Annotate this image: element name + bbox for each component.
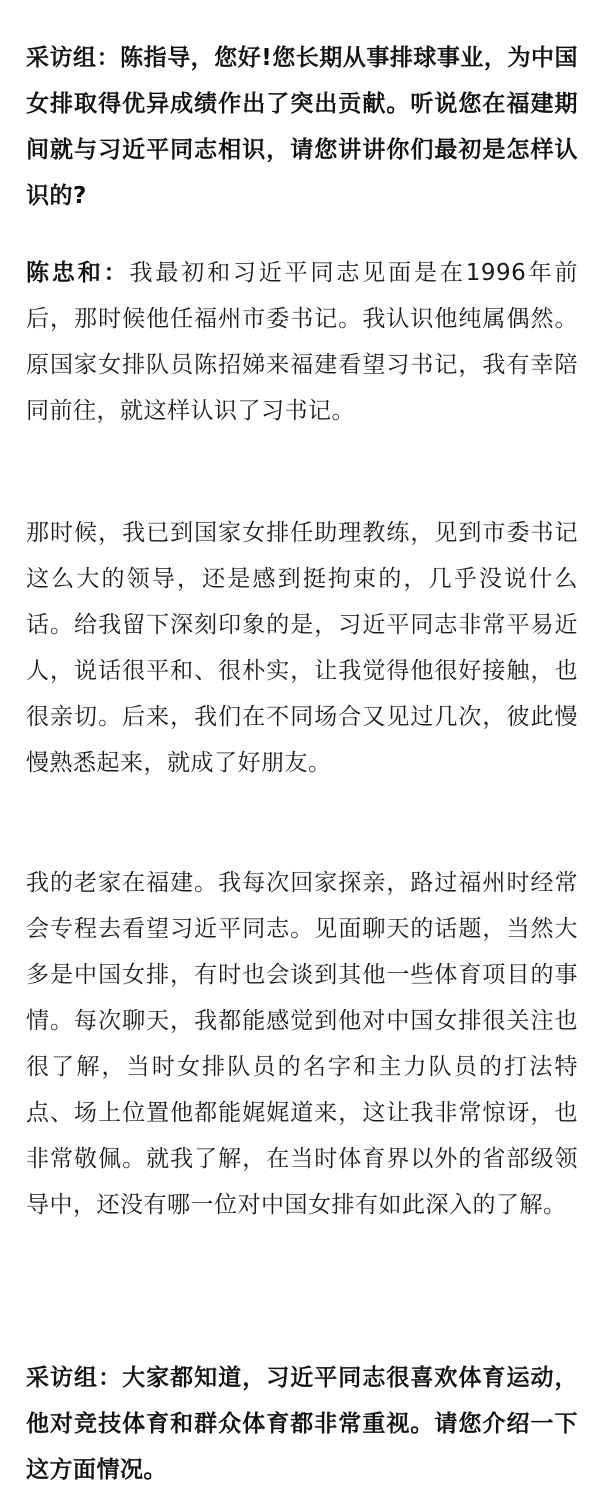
interview-question-2: 采访组：大家都知道，习近平同志很喜欢体育运动，他对竞技体育和群众体育都非常重视。请您介绍一下这方面情况。	[26, 1365, 578, 1483]
body-paragraph-2: 我的老家在福建。我每次回家探亲，路过福州时经常会专程去看望习近平同志。见面聊天的话题，当然大多是中国女排，有时也会谈到其他一些体育项目的事情。每次聊天，我都能感觉到他对中国女排很关注也很了解，当时女排队员的名字和主力队员的打法特点、场上位置他都能娓娓道来，这让我非常惊讶，也非常敬佩。就我了解，在当时体育界以外的省部级领导中，还没有哪一位对中国女排有如此深入的了解。	[26, 870, 578, 1218]
answer-text: 我最初和习近平同志见面是在1996年前后，那时候他任福州市委书记。我认识他纯属偶然。原国家女排队员陈招娣来福建看望习书记，我有幸陪同前往，就这样认识了习书记。	[26, 260, 578, 424]
interview-answer-1	[26, 250, 578, 434]
body-paragraph-1: 那时候，我已到国家女排任助理教练，见到市委书记这么大的领导，还是感到挺拘束的，几乎没说什么话。给我留下深刻印象的是，习近平同志非常平易近人，说话很平和、很朴实，让我觉得他很好接触，也很亲切。后来，我们在不同场合又见过几次，彼此慢慢熟悉起来，就成了好朋友。	[26, 520, 578, 776]
speaker-label: 陈忠和：	[26, 260, 130, 286]
interview-question-1: 采访组：陈指导，您好!您长期从事排球事业，为中国女排取得优异成绩作出了突出贡献。听说您在福建期间就与习近平同志相识，请您讲讲你们最初是怎样认识的?	[26, 45, 578, 209]
